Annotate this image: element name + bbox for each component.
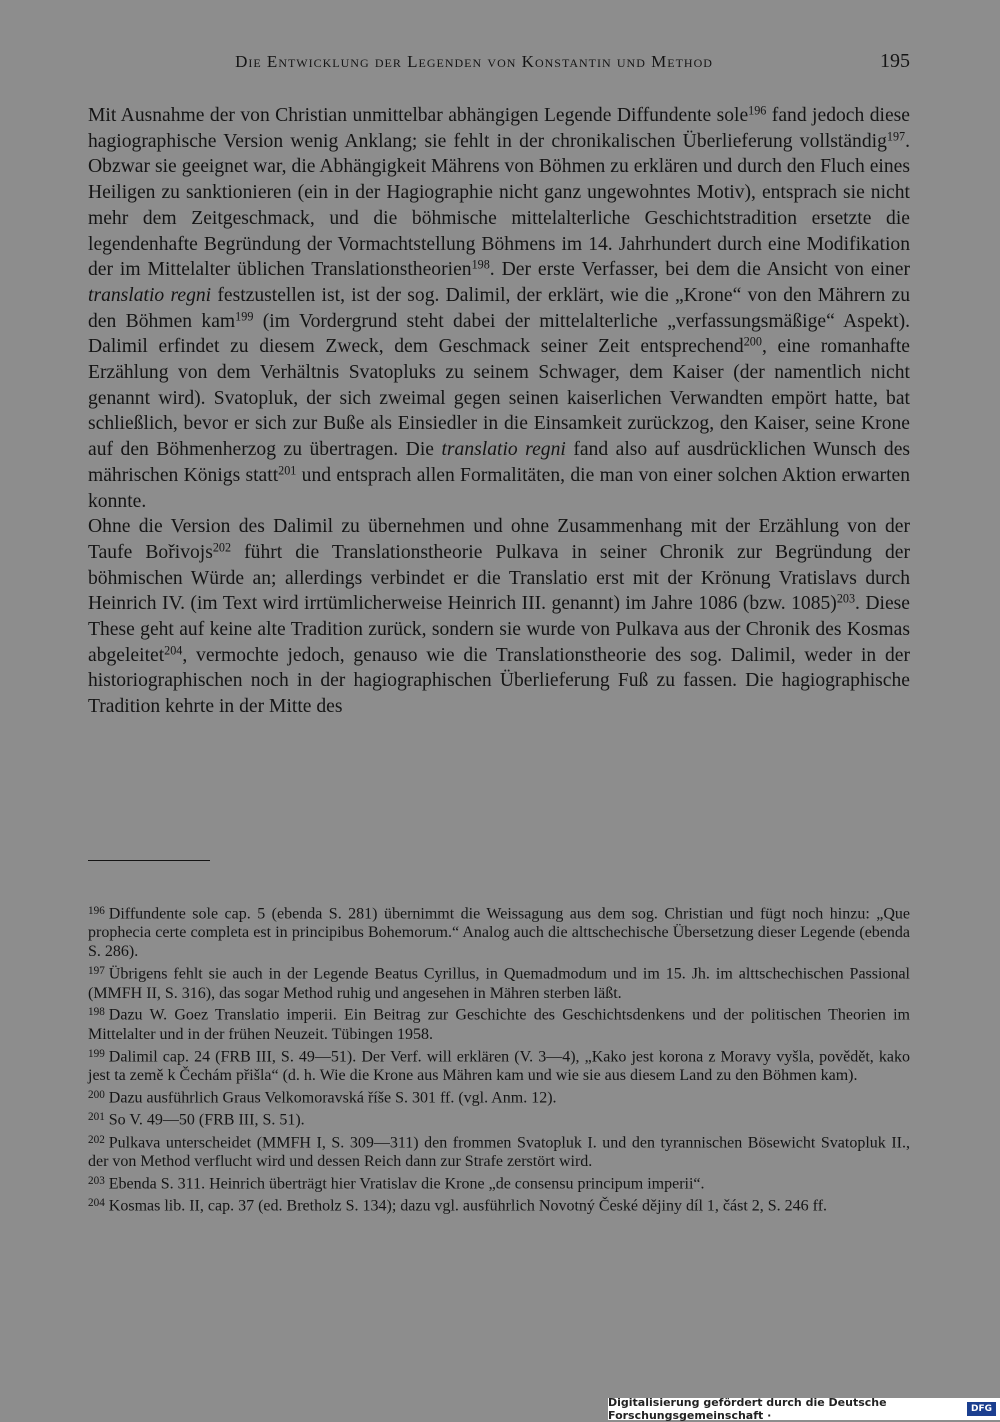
footnote-ref[interactable]: 199 (235, 308, 254, 323)
footnote: $^{200}$ Dazu ausführlich Graus Velkomoravská říše S. 301 ff. (vgl. Anm. 12). (88, 1089, 557, 1107)
footnote: $^{201}$ So V. 49—50 (FRB III, S. 51). (88, 1111, 305, 1129)
footnote-number: 204 (88, 1197, 105, 1210)
footnote-ref[interactable]: 203 (836, 591, 856, 606)
italic-term: translatio regni (441, 439, 566, 461)
footnote-ref[interactable]: 196 (748, 103, 767, 118)
footnote-number: 199 (88, 1047, 105, 1060)
footnote: $^{203}$ Ebenda S. 311. Heinrich überträgt hier Vratislav die Krone „de consensu principum imperii“. (88, 1175, 705, 1193)
footnote-number: 202 (88, 1133, 105, 1146)
footnote-ref[interactable]: 198 (471, 257, 490, 272)
paragraph-1: Mit Ausnahme der von Christian unmittelbar abhängigen Legende Diffundente sole$^{196}$ fand jedoch diese hagiographische Version wenig Anklang; sie fehlt in der chronikalischen Überlieferung vollständig$^{197}$. Obzwar sie geeignet war, die Abhängigkeit Mährens von Böhmen zu erklären und durch den Fluch eines Heiligen zu sanktionieren (ein in der Hagiographie nicht ganz ungewohntes Motiv), entsprach sie nicht mehr dem Zeitgeschmack, und die böhmische mittelalterliche Geschichtstradition ersetzte die legendenhafte Begründung der Vormachtstellung Böhmens im 14. Jahrhundert durch eine Modifikation der im Mittelalter üblichen Translationstheorien$^{198}$. Der erste Verfasser, bei dem die Ansicht von einer translatio regni festzustellen ist, ist der sog. Dalimil, der erklärt, wie die „Krone“ von den Mährern zu den Böhmen kam$^{199}$ (im Vordergrund steht dabei der mittelalterliche „verfassungsmäßige“ Aspekt). Dalimil erfindet zu diesem Zweck, dem Geschmack seiner Zeit entsprechend$^{200}$, eine romanhafte Erzählung von dem Verhältnis Svatopluks zu seinem Schwager, dem Kaiser (der namentlich nicht genannt wird). Svatopluk, der sich zweimal gegen seinen kaiserlichen Verwandten empört hatte, bat schließlich, bevor er sich zur Buße als Einsiedler in die Einsamkeit zurückzog, den Kaiser, seine Krone auf den Böhmenherzog zu übertragen. Die translatio regni fand also auf ausdrücklichen Wunsch des mährischen Königs statt$^{201}$ und entsprach allen Formalitäten, die man von einer solchen Aktion erwarten konnte. (88, 103, 911, 512)
footnote: $^{204}$ Kosmas lib. II, cap. 37 (ed. Bretholz S. 134); dazu vgl. ausführlich Novotný České dějiny díl 1, část 2, S. 246 ff. (88, 1197, 828, 1215)
running-title: Die Entwicklung der Legenden von Konstantin und Method (235, 52, 713, 71)
main-text (88, 103, 910, 720)
footnote: $^{202}$ Pulkava unterscheidet (MMFH I, S. 309—311) den frommen Svatopluk I. und den tyrannischen Bösewicht Svatopluk II., der von Method verflucht wird und dessen Reich dann zur Strafe zerstört wird. (88, 1133, 910, 1171)
footnote-number: 203 (88, 1175, 105, 1188)
footnote-ref[interactable]: 200 (743, 334, 762, 349)
footnote: $^{199}$ Dalimil cap. 24 (FRB III, S. 49—51). Der Verf. will erklären (V. 3—4), „Kako jest korona z Moravy vyšla, povědět, kako jest ta země k Čechám přišla“ (d. h. Wie die Krone aus Mähren kam und wie sie aus diesem Land zu den Böhmen kam). (88, 1047, 910, 1085)
footnotes (88, 902, 910, 1217)
italic-term: translatio regni (88, 284, 212, 306)
footnote-divider (88, 860, 210, 861)
footnote-ref[interactable]: 202 (212, 540, 232, 555)
paragraph-2: Ohne die Version des Dalimil zu übernehmen und ohne Zusammenhang mit der Erzählung von der Taufe Bořivojs$^{202}$ führt die Translationstheorie Pulkava in seiner Chronik zur Begründung der böhmischen Würde an; allerdings verbindet er die Translatio erst mit der Krönung Vratislavs durch Heinrich IV. (im Text wird irrtümlicherweise Heinrich III. genannt) im Jahre 1086 (bzw. 1085)$^{203}$. Diese These geht auf keine alte Tradition zurück, sondern sie wurde von Pulkava aus der Chronik des Kosmas abgeleitet$^{204}$, vermochte jedoch, genauso wie die Translationstheorie des sog. Dalimil, weder in der historiographischen noch in der hagiographischen Überlieferung Fuß zu fassen. Die hagiographische Tradition kehrte in der Mitte des (88, 516, 910, 718)
digitization-credit: Digitalisierung gefördert durch die Deutsche Forschungsgemeinschaft · (608, 1396, 887, 1422)
footnote-ref[interactable]: 197 (886, 129, 906, 144)
page-number: 195 (880, 50, 910, 72)
running-header (88, 50, 910, 76)
footnote-ref[interactable]: 204 (164, 643, 183, 658)
dfg-logo: DFG (967, 1402, 996, 1416)
footnote-ref[interactable]: 201 (278, 463, 297, 478)
footnote-number: 197 (88, 965, 105, 978)
footnote: $^{198}$ Dazu W. Goez Translatio imperii. Ein Beitrag zur Geschichte des Geschichtsdenkens und der politischen Theorien im Mittelalter und in der frühen Neuzeit. Tübingen 1958. (88, 1006, 910, 1043)
footnote: $^{197}$ Übrigens fehlt sie auch in der Legende Beatus Cyrillus, in Quemadmodum und im 15. Jh. im alttschechischen Passional (MMFH II, S. 316), das sogar Method ruhig und angesehen in Mähren sterben läßt. (88, 965, 910, 1002)
footnote-number: 198 (88, 1006, 105, 1019)
footnote-number: 196 (88, 905, 105, 917)
footnote-number: 201 (88, 1111, 105, 1124)
digitization-credit-bar (608, 1398, 1000, 1420)
footnote: $^{196}$ Diffundente sole cap. 5 (ebenda S. 281) übernimmt die Weissagung aus dem sog. Christian und fügt noch hinzu: „Que prophecia certe completa est in principibus Bohemorum.“ Analog auch die alttschechische Übersetzung dieser Legende (ebenda S. 286). (88, 905, 910, 961)
footnote-number: 200 (88, 1089, 105, 1102)
